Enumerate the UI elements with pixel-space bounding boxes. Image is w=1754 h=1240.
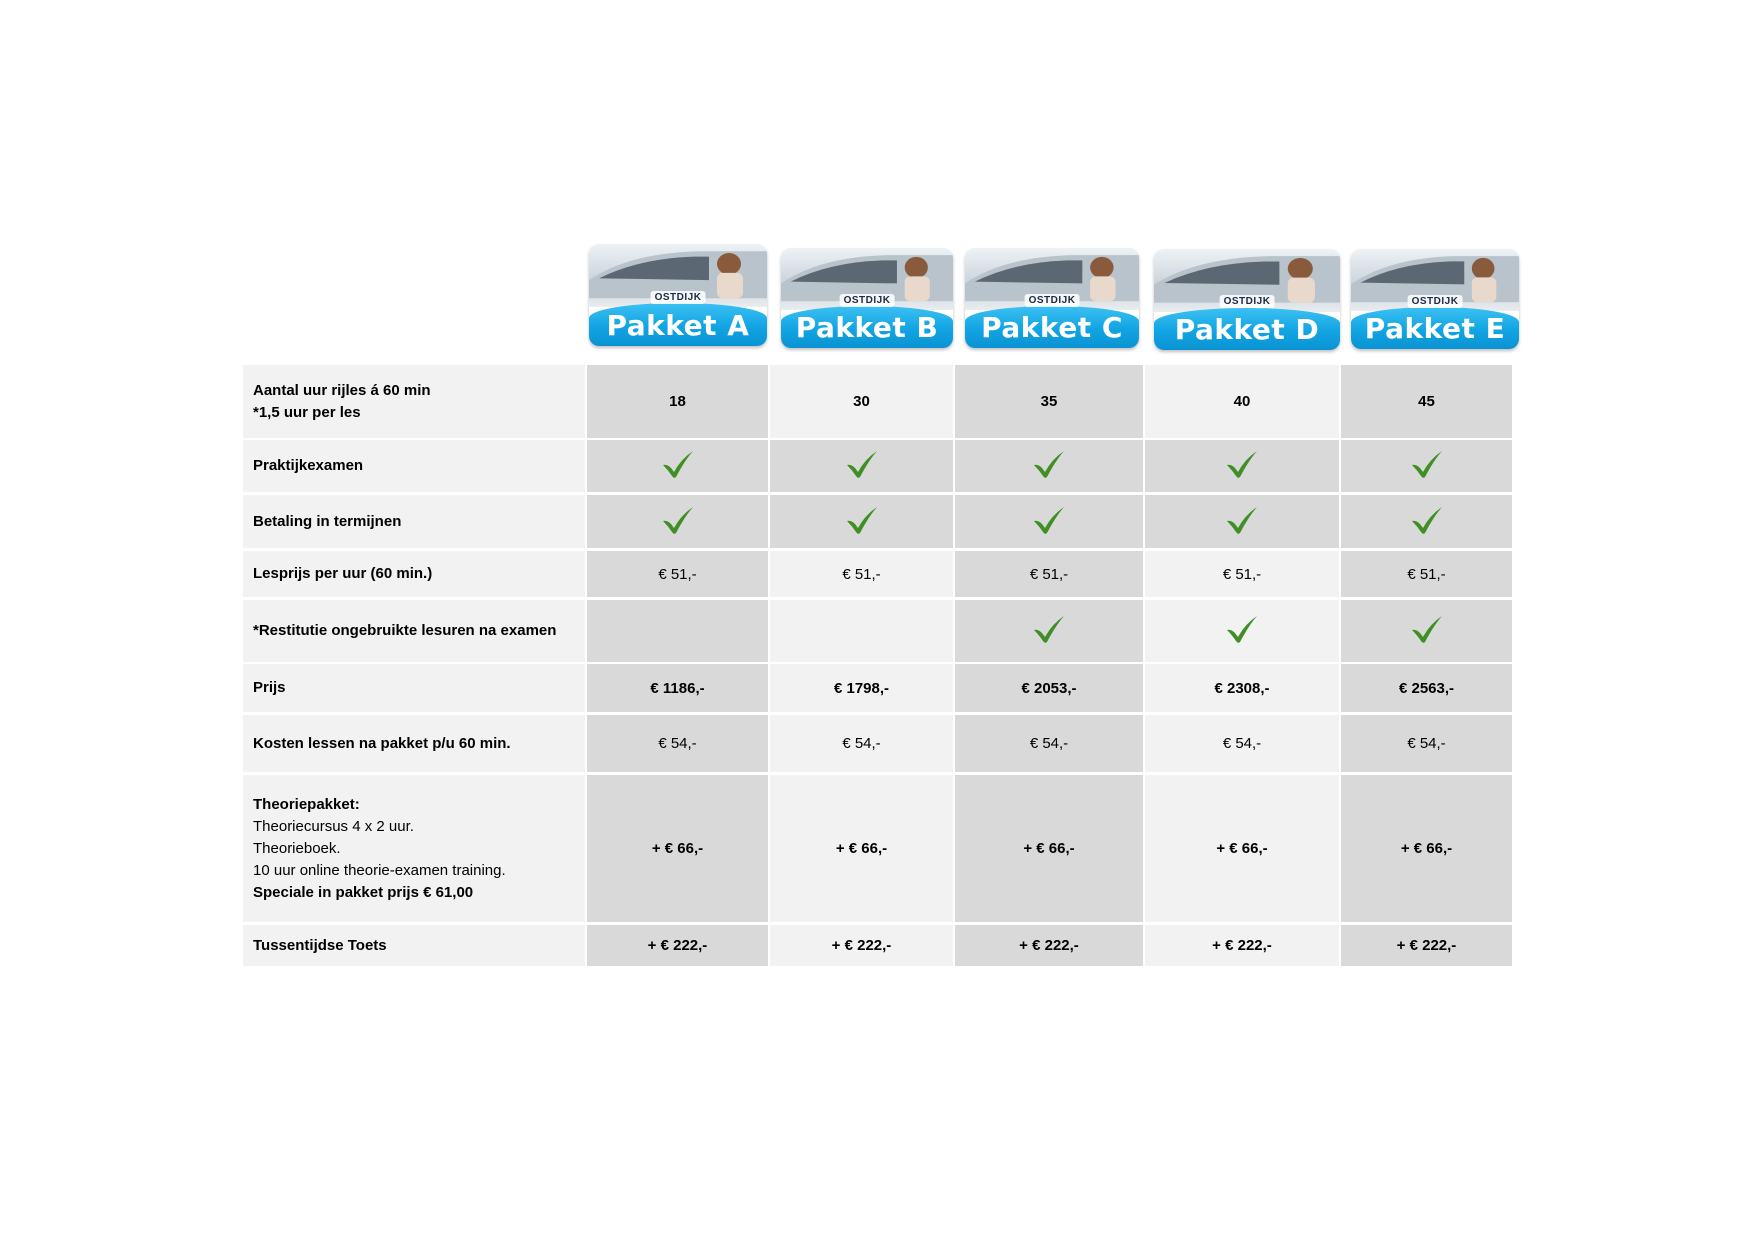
- cell-value: + € 66,-: [651, 840, 704, 857]
- checkmark-icon: [1410, 614, 1444, 648]
- cell-value: € 54,-: [658, 735, 697, 752]
- cell-termijnen-d: [1145, 495, 1339, 548]
- cell-theorie-c: [955, 775, 1143, 922]
- checkmark-icon: [845, 505, 879, 539]
- cell-value: + € 66,-: [835, 840, 888, 857]
- checkmark-icon: [1410, 449, 1444, 483]
- cell-value: € 1798,-: [833, 679, 890, 697]
- row-label-prijs: [243, 664, 585, 712]
- cell-prijs-b: [770, 664, 953, 712]
- checkmark-icon: [1225, 505, 1259, 539]
- cell-praktijkexamen-b: [770, 440, 953, 492]
- cell-value: + € 66,-: [1216, 840, 1268, 857]
- cell-value: € 2308,-: [1214, 679, 1270, 697]
- cell-restitutie-b: [770, 600, 953, 662]
- row-label-toets: [243, 925, 585, 966]
- cell-praktijkexamen-e: [1341, 440, 1512, 492]
- row-label-kosten: [243, 715, 585, 772]
- cell-value: € 54,-: [1029, 735, 1069, 752]
- cell-value: 18: [669, 393, 686, 410]
- cell-uren-d: [1145, 365, 1339, 438]
- cell-termijnen-e: [1341, 495, 1512, 548]
- cell-lesprijs-e: [1341, 551, 1512, 597]
- cell-prijs-d: [1145, 664, 1339, 712]
- cell-termijnen-b: [770, 495, 953, 548]
- cell-restitutie-c: [955, 600, 1143, 662]
- cell-value: € 51,-: [658, 565, 697, 583]
- cell-kosten-a: [587, 715, 768, 772]
- cell-value: € 2563,-: [1398, 679, 1455, 697]
- cell-kosten-e: [1341, 715, 1512, 772]
- cell-value: + € 222,-: [1019, 937, 1079, 954]
- cell-kosten-b: [770, 715, 953, 772]
- cell-theorie-a: [587, 775, 768, 922]
- cell-lesprijs-b: [770, 551, 953, 597]
- cell-toets-b: [770, 925, 953, 966]
- row-label-special: Speciale in pakket prijs € 61,00: [253, 883, 474, 901]
- row-label-uren: [243, 365, 585, 438]
- row-label-line: *1,5 uur per les: [253, 403, 361, 421]
- checkmark-icon: [1032, 505, 1066, 539]
- row-label-line: Theorieboek.: [253, 839, 341, 857]
- package-title: Pakket A: [606, 309, 750, 342]
- cell-theorie-d: [1145, 775, 1339, 922]
- cell-value: € 51,-: [1407, 565, 1446, 583]
- checkmark-icon: [661, 449, 695, 483]
- cell-kosten-d: [1145, 715, 1339, 772]
- cell-value: + € 66,-: [1023, 840, 1075, 857]
- brand-logo: OSTDIJK: [1220, 295, 1275, 308]
- cell-termijnen-c: [955, 495, 1143, 548]
- cell-prijs-c: [955, 664, 1143, 712]
- cell-toets-d: [1145, 925, 1339, 966]
- cell-prijs-a: [587, 664, 768, 712]
- cell-theorie-b: [770, 775, 953, 922]
- cell-value: € 51,-: [1029, 565, 1069, 583]
- cell-restitutie-a: [587, 600, 768, 662]
- cell-value: + € 222,-: [1212, 937, 1272, 954]
- row-label-restitutie: [243, 600, 585, 662]
- cell-termijnen-a: [587, 495, 768, 548]
- cell-value: € 1186,-: [650, 679, 705, 697]
- package-title: Pakket E: [1364, 312, 1506, 345]
- package-title: Pakket C: [981, 311, 1123, 344]
- cell-value: + € 222,-: [831, 937, 892, 954]
- row-label-text: Lesprijs per uur (60 min.): [253, 565, 433, 582]
- cell-uren-e: [1341, 365, 1512, 438]
- cell-praktijkexamen-a: [587, 440, 768, 492]
- brand-logo: OSTDIJK: [1408, 295, 1463, 308]
- cell-praktijkexamen-d: [1145, 440, 1339, 492]
- row-label-title: Theoriepakket:: [253, 795, 360, 813]
- package-title: Pakket D: [1174, 313, 1320, 346]
- row-label-text: Tussentijdse Toets: [253, 936, 387, 954]
- cell-value: + € 222,-: [647, 937, 708, 954]
- row-label-text: Prijs: [253, 679, 286, 696]
- cell-lesprijs-a: [587, 551, 768, 597]
- row-label-text: *Restitutie ongebruikte lesuren na examen: [253, 622, 557, 639]
- cell-value: € 54,-: [1222, 735, 1262, 752]
- cell-toets-e: [1341, 925, 1512, 966]
- cell-value: 30: [853, 393, 870, 410]
- checkmark-icon: [1410, 505, 1444, 539]
- cell-value: 45: [1418, 393, 1435, 410]
- brand-logo: OSTDIJK: [651, 291, 706, 304]
- package-title: Pakket B: [795, 311, 939, 344]
- row-label-praktijkexamen: [243, 440, 585, 492]
- cell-value: € 51,-: [842, 565, 881, 583]
- checkmark-icon: [1225, 449, 1259, 483]
- cell-kosten-c: [955, 715, 1143, 772]
- cell-value: 40: [1233, 393, 1251, 410]
- cell-value: + € 66,-: [1400, 840, 1453, 857]
- cell-uren-c: [955, 365, 1143, 438]
- row-label-line: Theoriecursus 4 x 2 uur.: [253, 817, 414, 835]
- cell-value: € 54,-: [842, 735, 881, 752]
- brand-logo: OSTDIJK: [1025, 294, 1080, 307]
- row-label-line: 10 uur online theorie-examen training.: [253, 861, 506, 879]
- cell-restitutie-d: [1145, 600, 1339, 662]
- checkmark-icon: [661, 505, 695, 539]
- row-label-line: Aantal uur rijles á 60 min: [253, 381, 431, 399]
- cell-uren-b: [770, 365, 953, 438]
- checkmark-icon: [1032, 614, 1066, 648]
- row-label-theorie: [243, 775, 585, 922]
- cell-restitutie-e: [1341, 600, 1512, 662]
- row-label-text: Praktijkexamen: [253, 457, 364, 474]
- cell-value: € 2053,-: [1021, 679, 1077, 697]
- cell-value: € 54,-: [1407, 735, 1446, 752]
- row-label-lesprijs: [243, 551, 585, 597]
- cell-prijs-e: [1341, 664, 1512, 712]
- cell-praktijkexamen-c: [955, 440, 1143, 492]
- brand-logo: OSTDIJK: [840, 294, 895, 307]
- checkmark-icon: [1225, 614, 1259, 648]
- cell-value: 35: [1040, 393, 1058, 410]
- cell-value: + € 222,-: [1396, 937, 1457, 954]
- cell-lesprijs-c: [955, 551, 1143, 597]
- cell-toets-c: [955, 925, 1143, 966]
- row-label-termijnen: [243, 495, 585, 548]
- row-label-text: Kosten lessen na pakket p/u 60 min.: [253, 734, 511, 752]
- cell-value: € 51,-: [1222, 565, 1262, 583]
- cell-lesprijs-d: [1145, 551, 1339, 597]
- checkmark-icon: [845, 449, 879, 483]
- row-label-text: Betaling in termijnen: [253, 512, 402, 530]
- cell-theorie-e: [1341, 775, 1512, 922]
- cell-toets-a: [587, 925, 768, 966]
- cell-uren-a: [587, 365, 768, 438]
- checkmark-icon: [1032, 449, 1066, 483]
